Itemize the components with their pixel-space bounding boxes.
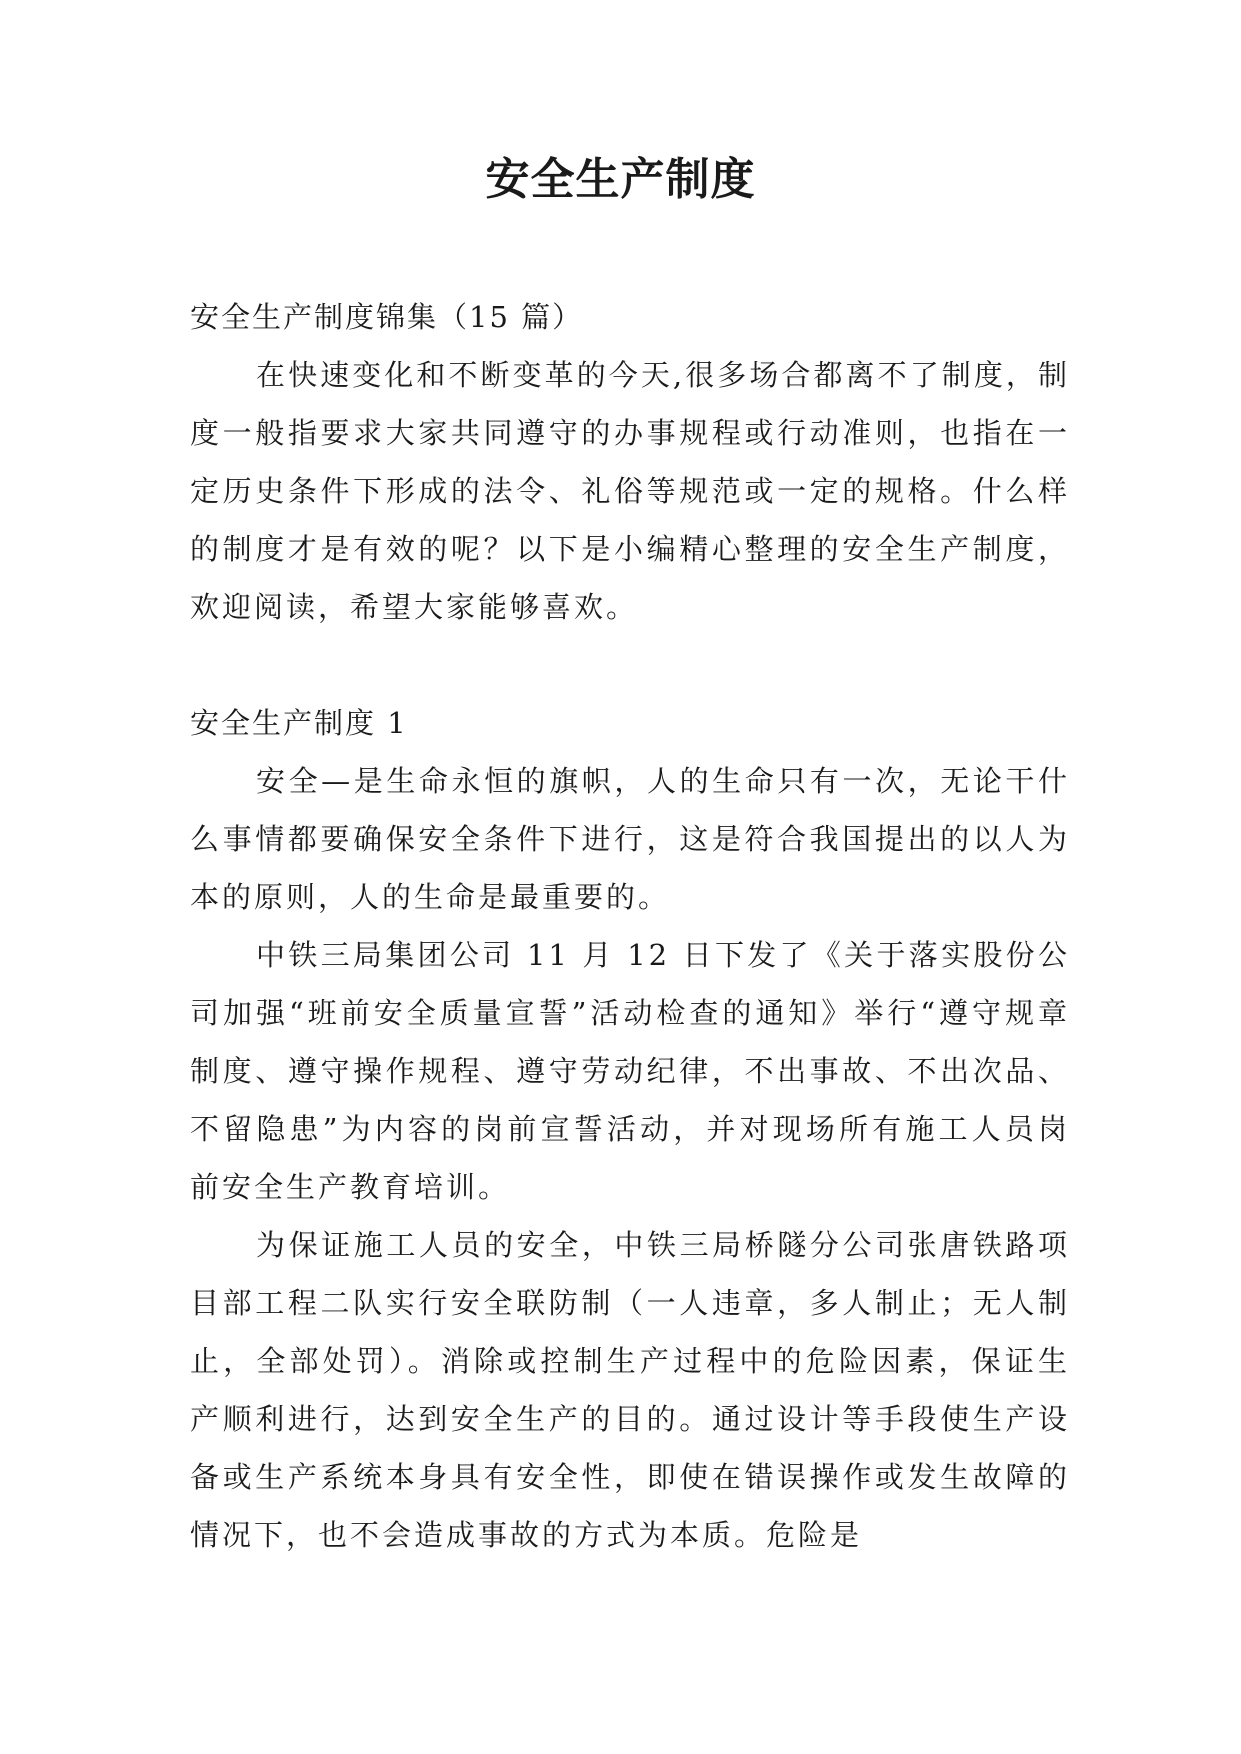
document-body bbox=[190, 288, 1070, 1564]
document-title: 安全生产制度 bbox=[485, 154, 756, 205]
section-heading: 安全生产制度 1 bbox=[190, 706, 408, 740]
section-paragraph-1: 安全—是生命永恒的旗帜，人的生命只有一次，无论干什么事情都要确保安全条件下进行，这是符合我国提出的以人为本的原则，人的生命是最重要的。 bbox=[190, 764, 1070, 914]
section-paragraph-2: 中铁三局集团公司 11 月 12 日下发了《关于落实股份公司加强“班前安全质量宣誓”活动检查的通知》举行“遵守规章制度、遵守操作规程、遵守劳动纪律，不出事故、不出次品、不留隐患”为内容的岗前宣誓活动，并对现场所有施工人员岗前安全生产教育培训。 bbox=[190, 938, 1070, 1204]
section-spacer bbox=[190, 636, 1070, 694]
intro-paragraph: 在快速变化和不断变革的今天,很多场合都离不了制度，制度一般指要求大家共同遵守的办事规程或行动准则，也指在一定历史条件下形成的法令、礼俗等规范或一定的规格。什么样的制度才是有效的呢？以下是小编精心整理的安全生产制度，欢迎阅读，希望大家能够喜欢。 bbox=[190, 358, 1070, 624]
section-paragraph-3: 为保证施工人员的安全，中铁三局桥隧分公司张唐铁路项目部工程二队实行安全联防制（一人违章，多人制止；无人制止，全部处罚）。消除或控制生产过程中的危险因素，保证生产顺利进行，达到安全生产的目的。通过设计等手段使生产设备或生产系统本身具有安全性，即使在错误操作或发生故障的情况下，也不会造成事故的方式为本质。危险是 bbox=[190, 1228, 1070, 1552]
document-subtitle: 安全生产制度锦集（15 篇） bbox=[190, 300, 584, 334]
